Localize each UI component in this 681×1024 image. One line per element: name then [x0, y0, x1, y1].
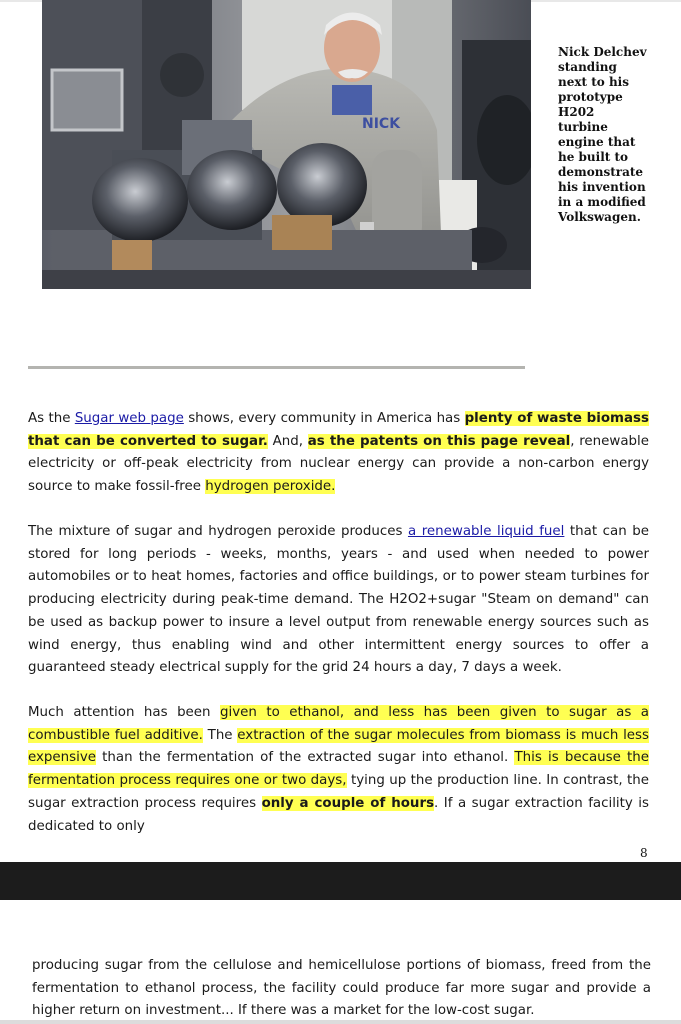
p1-text-1: As the — [28, 411, 75, 426]
renewable-liquid-fuel-link[interactable]: a renewable liquid fuel — [407, 524, 565, 539]
sugar-web-page-link[interactable]: Sugar web page — [74, 411, 184, 426]
p3-highlight-2: extraction of the sugar molecules from biomass is much less expensive — [28, 727, 650, 766]
p1-text-4: , renewable electricity or off-peak electricity from nuclear energy can provide a non-carbon energy source to make fossil-free — [28, 433, 650, 495]
p1-text-2: shows, every community in America has — [183, 411, 465, 426]
p3-highlight-1: given to ethanol, and less has been given to sugar as a combustible fuel additive. — [28, 705, 649, 743]
p1-highlight-3: hydrogen peroxide. — [205, 479, 336, 495]
photo-nick-delchev-engine — [42, 0, 531, 289]
p3-text-5: . If a sugar extraction facility is dedicated to only — [28, 795, 650, 834]
p2-text-1: The mixture of sugar and hydrogen peroxide produces — [28, 524, 408, 539]
page-number: 8 — [640, 846, 648, 860]
p3-text-2: The — [202, 727, 238, 743]
p3-text-3: than the fermentation of the extracted sugar into ethanol. — [96, 750, 515, 766]
shirt-text: NICK — [362, 116, 401, 132]
p3-highlight-4: only a couple of hours — [261, 795, 435, 811]
p1-highlight-1: plenty of waste biomass that can be converted to sugar. — [28, 411, 649, 449]
p1-text-3: And, — [267, 433, 308, 449]
p3-text-1: Much attention has been — [28, 705, 221, 720]
horizontal-rule — [28, 366, 525, 369]
page-break-bar — [0, 862, 681, 900]
p2-text-2: that can be stored for long periods - weeks, months, years - and used when needed to power automobiles or to heat homes, factories and office buildings, or to power steam turbines for producing electricity during peak-time demand. The H2O2+sugar "Steam on demand" can be used as backup power to insure a level output from renewable energy sources such as wind energy, thus enabling wind and other intermittent energy sources to offer a guaranteed steady electrical supply for the grid 24 hours a day, 7 days a week. — [28, 524, 649, 676]
paragraph-2 — [28, 521, 649, 680]
photo-caption: Nick Delchev standing next to his prototype H202 turbine engine that he built to demonstrate his invention in a modified Volkswagen. — [558, 45, 647, 224]
p3-highlight-3: This is because the fermentation process requires one or two days, — [28, 750, 649, 789]
p1-highlight-2: as the patents on this page reveal — [307, 433, 571, 449]
page-bottom-edge — [0, 1020, 681, 1024]
p3-text-4: tying up the production line. In contrast, the sugar extraction process requires — [28, 773, 649, 811]
paragraph-4: producing sugar from the cellulose and hemicellulose portions of biomass, freed from the fermentation to ethanol process, the facility could produce far more sugar and provide a higher return on investment... If there was a market for the low-cost sugar. — [32, 958, 651, 1019]
paragraph-3 — [28, 702, 649, 838]
paragraph-1 — [28, 408, 649, 499]
